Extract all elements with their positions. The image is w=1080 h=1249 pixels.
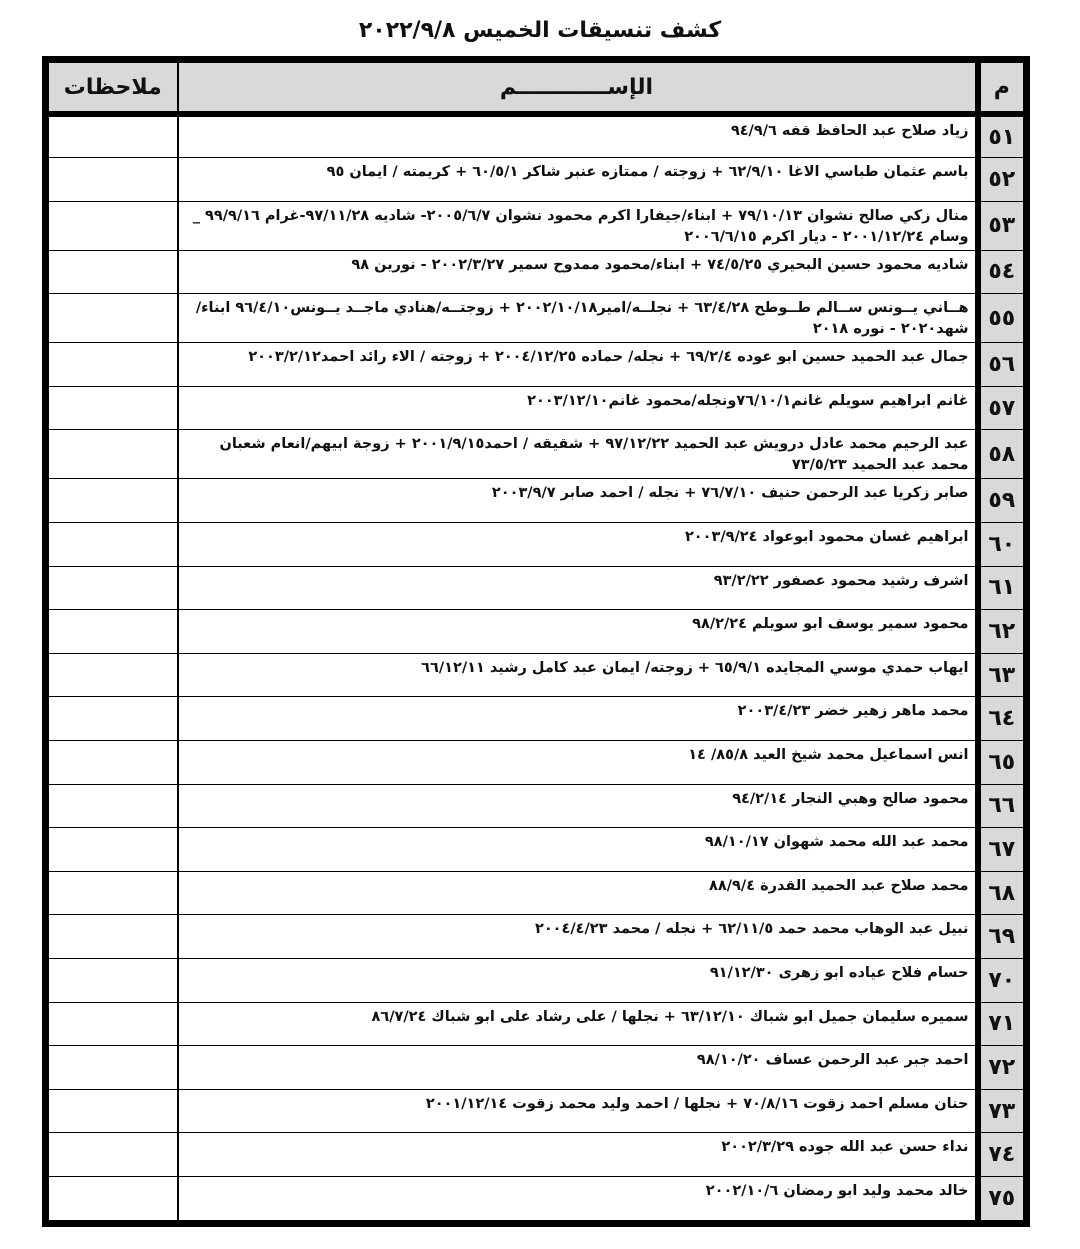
row-number: ٧٥ xyxy=(978,1176,1024,1220)
table-row xyxy=(49,959,1024,1003)
table-row xyxy=(49,158,1024,202)
row-number: ٥٢ xyxy=(978,158,1024,202)
coordination-table xyxy=(48,62,1024,1221)
row-name-details: هــاني يــونس ســالم طــوطح ٦٣/٤/٢٨ + نجلــه/امير٢٠٠٢/١٠/١٨ + زوجتــه/هنادي ماجــد يــونس٩٦/٤/١٠ ابناء/شهد٢٠٢٠ - نوره ٢٠١٨ xyxy=(178,294,978,343)
table-row xyxy=(49,566,1024,610)
table-row xyxy=(49,1046,1024,1090)
row-number: ٦٩ xyxy=(978,915,1024,959)
table-row xyxy=(49,697,1024,741)
row-number: ٥١ xyxy=(978,114,1024,158)
row-name-details: شاديه محمود حسين البحيري ٧٤/٥/٢٥ + ابناء/محمود ممدوح سمير ٢٠٠٢/٣/٢٧ - نورين ٩٨ xyxy=(178,250,978,294)
table-row xyxy=(49,1133,1024,1177)
table-row xyxy=(49,386,1024,430)
row-number: ٥٧ xyxy=(978,386,1024,430)
row-name-details: محمود سمير يوسف ابو سويلم ٩٨/٢/٢٤ xyxy=(178,610,978,654)
row-name-details: ابراهيم غسان محمود ابوعواد ٢٠٠٣/٩/٢٤ xyxy=(178,523,978,567)
table-row xyxy=(49,479,1024,523)
row-number: ٦٠ xyxy=(978,523,1024,567)
row-number: ٧١ xyxy=(978,1002,1024,1046)
table-row xyxy=(49,610,1024,654)
row-notes xyxy=(49,294,178,343)
table-row xyxy=(49,523,1024,567)
column-header-number: م xyxy=(978,63,1024,115)
row-number: ٥٤ xyxy=(978,250,1024,294)
row-number: ٦٢ xyxy=(978,610,1024,654)
table-row xyxy=(49,828,1024,872)
row-notes xyxy=(49,828,178,872)
row-name-details: سميره سليمان جميل ابو شباك ٦٣/١٢/١٠ + نجلها / على رشاد على ابو شباك ٨٦/٧/٢٤ xyxy=(178,1002,978,1046)
row-notes xyxy=(49,386,178,430)
row-number: ٦٥ xyxy=(978,741,1024,785)
row-notes xyxy=(49,114,178,158)
row-notes xyxy=(49,959,178,1003)
column-header-name-text: الإســــــــــــم xyxy=(499,74,654,100)
row-name-details: محمد عبد الله محمد شهوان ٩٨/١٠/١٧ xyxy=(178,828,978,872)
row-notes xyxy=(49,523,178,567)
row-name-details: محمد ماهر زهير خضر ٢٠٠٣/٤/٢٣ xyxy=(178,697,978,741)
row-notes xyxy=(49,1089,178,1133)
table-row xyxy=(49,741,1024,785)
table-row xyxy=(49,1089,1024,1133)
row-number: ٧٣ xyxy=(978,1089,1024,1133)
row-number: ٧٤ xyxy=(978,1133,1024,1177)
table-row xyxy=(49,430,1024,479)
row-notes xyxy=(49,610,178,654)
row-notes xyxy=(49,479,178,523)
row-notes xyxy=(49,915,178,959)
row-notes xyxy=(49,201,178,250)
row-notes xyxy=(49,871,178,915)
column-header-name xyxy=(178,63,978,115)
table-body xyxy=(49,114,1024,1220)
row-number: ٥٥ xyxy=(978,294,1024,343)
row-name-details: خالد محمد وليد ابو رمضان ٢٠٠٢/١٠/٦ xyxy=(178,1176,978,1220)
row-number: ٥٣ xyxy=(978,201,1024,250)
table-row xyxy=(49,250,1024,294)
row-name-details: جمال عبد الحميد حسين ابو عوده ٦٩/٢/٤ + نجله/ حماده ٢٠٠٤/١٢/٢٥ + زوجته / الاء رائد احمد٢٠٠٣/٢/١٢ xyxy=(178,343,978,387)
document-title: كشف تنسيقات الخميس ٢٠٢٢/٩/٨ xyxy=(358,18,722,43)
row-notes xyxy=(49,697,178,741)
row-name-details: زياد صلاح عبد الحافظ قفه ٩٤/٩/٦ xyxy=(178,114,978,158)
row-number: ٦٣ xyxy=(978,653,1024,697)
row-notes xyxy=(49,566,178,610)
row-name-details: حسام فلاح عياده ابو زهرى ٩١/١٢/٣٠ xyxy=(178,959,978,1003)
row-name-details: عبد الرحيم محمد عادل درويش عبد الحميد ٩٧/١٢/٢٢ + شقيقه / احمد٢٠٠١/٩/١٥ + زوجة ابيهم/انعام شعبان محمد عبد الحميد ٧٣/٥/٢٣ xyxy=(178,430,978,479)
row-notes xyxy=(49,1176,178,1220)
row-notes xyxy=(49,1133,178,1177)
row-number: ٦١ xyxy=(978,566,1024,610)
row-name-details: انس اسماعيل محمد شيخ العيد ٨٥/٨/ ١٤ xyxy=(178,741,978,785)
row-name-details: منال زكي صالح نشوان ٧٩/١٠/١٣ + ابناء/جيفارا اكرم محمود نشوان ٢٠٠٥/٦/٧- شاديه ٩٧/١١/٢٨-غرام ٩٩/٩/١٦ _ وسام ٢٠٠١/١٢/٢٤ - ديار اكرم ٢٠٠٦/٦/١٥ xyxy=(178,201,978,250)
table-row xyxy=(49,915,1024,959)
row-name-details: باسم عثمان طباسي الاغا ٦٢/٩/١٠ + زوجته / ممتازه عنبر شاكر ٦٠/٥/١ + كريمته / ايمان ٩٥ xyxy=(178,158,978,202)
row-notes xyxy=(49,430,178,479)
coordination-table-frame xyxy=(42,56,1030,1227)
row-number: ٦٤ xyxy=(978,697,1024,741)
row-number: ٥٨ xyxy=(978,430,1024,479)
row-notes xyxy=(49,1002,178,1046)
table-row xyxy=(49,653,1024,697)
row-number: ٦٨ xyxy=(978,871,1024,915)
table-row xyxy=(49,343,1024,387)
row-name-details: ايهاب حمدي موسي المجايده ٦٥/٩/١ + زوجته/ ايمان عبد كامل رشيد ٦٦/١٢/١١ xyxy=(178,653,978,697)
table-row xyxy=(49,784,1024,828)
table-row xyxy=(49,114,1024,158)
table-row xyxy=(49,871,1024,915)
row-number: ٥٩ xyxy=(978,479,1024,523)
row-notes xyxy=(49,741,178,785)
row-number: ٧٢ xyxy=(978,1046,1024,1090)
row-name-details: حنان مسلم احمد زقوت ٧٠/٨/١٦ + نجلها / احمد وليد محمد زقوت ٢٠٠١/١٢/١٤ xyxy=(178,1089,978,1133)
row-name-details: محمد صلاح عبد الحميد القدرة ٨٨/٩/٤ xyxy=(178,871,978,915)
row-name-details: صابر زكريا عبد الرحمن حنيف ٧٦/٧/١٠ + نجله / احمد صابر ٢٠٠٣/٩/٧ xyxy=(178,479,978,523)
row-notes xyxy=(49,158,178,202)
row-name-details: اشرف رشيد محمود عصفور ٩٣/٢/٢٢ xyxy=(178,566,978,610)
row-number: ٦٧ xyxy=(978,828,1024,872)
table-header-row xyxy=(49,63,1024,115)
row-notes xyxy=(49,653,178,697)
row-notes xyxy=(49,784,178,828)
row-name-details: احمد جبر عبد الرحمن عساف ٩٨/١٠/٢٠ xyxy=(178,1046,978,1090)
row-name-details: نبيل عبد الوهاب محمد حمد ٦٢/١١/٥ + نجله / محمد ٢٠٠٤/٤/٢٣ xyxy=(178,915,978,959)
table-row xyxy=(49,1002,1024,1046)
row-name-details: محمود صالح وهبي النجار ٩٤/٢/١٤ xyxy=(178,784,978,828)
row-name-details: غانم ابراهيم سويلم غانم٧٦/١٠/١ونجله/محمود غانم٢٠٠٣/١٢/١٠ xyxy=(178,386,978,430)
row-number: ٥٦ xyxy=(978,343,1024,387)
row-notes xyxy=(49,1046,178,1090)
column-header-notes: ملاحظات xyxy=(49,63,178,115)
row-number: ٦٦ xyxy=(978,784,1024,828)
table-row xyxy=(49,1176,1024,1220)
table-row xyxy=(49,201,1024,250)
row-number: ٧٠ xyxy=(978,959,1024,1003)
table-row xyxy=(49,294,1024,343)
row-notes xyxy=(49,250,178,294)
row-name-details: نداء حسن عبد الله جوده ٢٠٠٢/٣/٢٩ xyxy=(178,1133,978,1177)
row-notes xyxy=(49,343,178,387)
